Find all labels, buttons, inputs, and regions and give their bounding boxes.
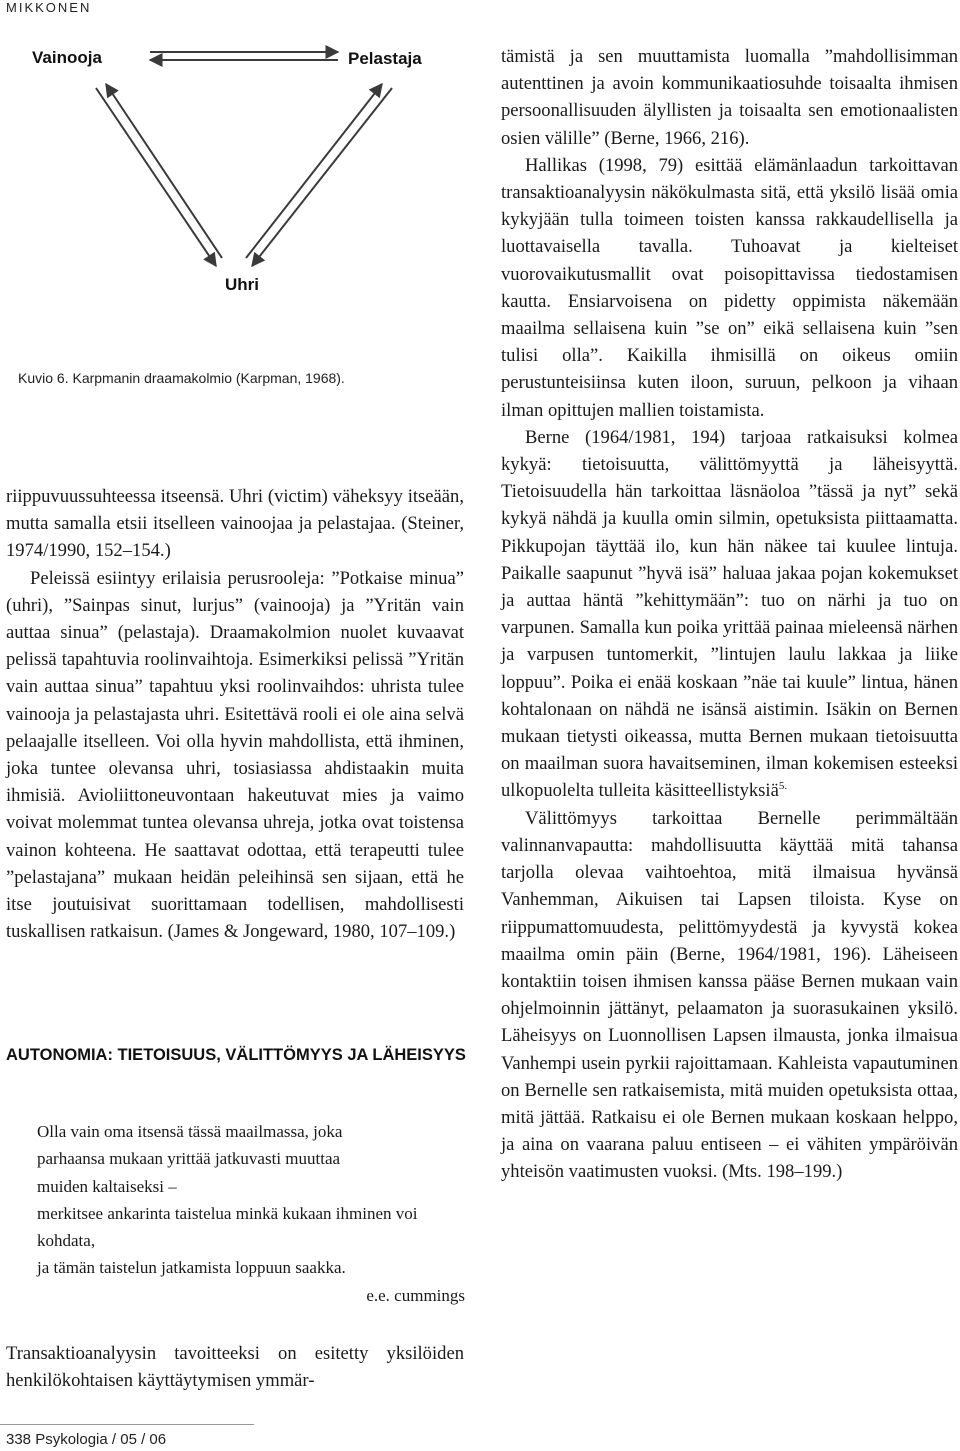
poem-author: e.e. cummings xyxy=(366,1285,465,1305)
paragraph: tämistä ja sen muuttamista luomalla ”mahdollisimman autenttinen ja avoin kommunikaatiosuhde toisaalta ihmisen persoonallisuuden älyllisten ja toisaalta sen emotionaalisten osien välille” (Berne, 1966, 216). xyxy=(501,46,958,149)
arrow-right-outer xyxy=(252,88,392,266)
paragraph: riippuvuussuhteessa itseensä. Uhri (victim) väheksyy itseään, mutta samalla etsii itselleen vainoojaa ja pelastajaa. (Steiner, 1974/1990, 152–154.) xyxy=(6,486,464,562)
paragraph-text: Berne (1964/1981, 194) tarjoaa ratkaisuksi kolmea kykyä: tietoisuutta, välittömyyttä ja läheisyyttä. Tietoisuudella hän tarkoittaa läsnäoloa ”tässä ja nyt” sekä kykyä nähdä ja kuulla omin silmin, opetuksista piittaamatta. Pikkupojan täyttää ilo, kun hän näkee tai kuulee lintuja. Paikalle saapunut ”hyvä isä” haluaa jakaa pojan kokemukset ja auttaa häntä ”kehittymään”: tuo on närhi ja tuo on varpunen. Samalla kun poika yrittää painaa mieleensä närhen ja varpusen tuntomerkit, ”lintujen laulu lakkaa ja liike loppuu”. Poika ei enää koskaan ”näe tai kuule” lintua, hänen kohtalonaan on nähdä ne isänsä aistimin. Isäkin on Bernen mukaan tietysti oikeassa, mutta Bernen mukaan tietoisuutta on maailman suora havaitseminen, ilman kokemisen esteeksi ulkopuolelta tulleita käsitteellistyksiä xyxy=(501,426,958,802)
paragraph: Hallikas (1998, 79) esittää elämänlaadun tarkoittavan transaktioanalyysin näkökulmasta sitä, että yksilö lisää omia kykyjään tulla toimeen toisten kanssa rakkaudellisella ja luottavaisella tavalla. Tuhoavat ja kielteiset vuorovaikutusmallit ovat poisopittavissa tiedostamisen kautta. Ensiarvoisena on pidetty oppimista näkemään maailma sellaisena kuin ”se on” eikä sellaisena kuin ”sen tulisi olla”. Kaikilla ihmisillä on oikeus omiin perustunteisiinsa kuten iloon, suruun, pelkoon ja vihaan ilman opittujen mallien toistamista. xyxy=(501,154,958,421)
drama-triangle-diagram xyxy=(20,30,460,310)
poem-line: ja tämän taistelun jatkamista loppuun saakka. xyxy=(37,1258,346,1278)
arrow-left-inner xyxy=(106,84,222,258)
paragraph: Transaktioanalyysin tavoitteeksi on esitetty yksilöiden henkilökohtaisen käyttäytymisen ymmär- xyxy=(6,1343,464,1392)
arrow-left-outer xyxy=(96,88,216,266)
arrow-right-inner xyxy=(246,84,382,258)
footnote-marker: 5. xyxy=(778,780,788,793)
poem-line: parhaansa mukaan yrittää jatkuvasti muuttaa xyxy=(37,1149,341,1169)
footer-divider xyxy=(0,1424,254,1425)
right-column-text xyxy=(501,43,958,1186)
drama-triangle-figure xyxy=(20,30,460,310)
paragraph-with-footnote xyxy=(501,424,958,805)
poem-quote xyxy=(37,1118,477,1309)
label-vainooja: Vainooja xyxy=(32,48,102,67)
paragraph: Välittömyys tarkoittaa Bernelle perimmältään valinnanvapautta: mahdollisuutta käyttää mitä tahansa tarjolla olevaa vaihtoehtoa, mitä ilmaisua hyvänsä Vanhemman, Aikuisen tai Lapsen tiloista. Kyse on riippumattomuudesta, pelittömyydestä ja kyvystä kokea maailma omin päin (Berne, 1964/1981, 196). Läheiseen kontaktiin toisen ihmisen kanssa pääse Bernen mukaan vain ohjelmoinnin jättänyt, pelaamaton ja suorasukainen yksilö. Läheisyys on Luonnollisen Lapsen ilmausta, jonka ilmaisua Vanhempi usein pyrkii rajoittamaan. Kahleista vapautuminen on Bernelle sen ratkaisemista, mitä muiden opetuksista ottaa, mitä jättää. Ratkaisu ei ole Bernen mukaan koskaan helppo, ja aina on vaarana paluu entiseen – ei vähiten ympäröivän yhteisön vaatimusten vuoksi. (Mts. 198–199.) xyxy=(501,807,958,1183)
label-pelastaja: Pelastaja xyxy=(348,49,422,68)
paragraph: Peleissä esiintyy erilaisia perusrooleja: ”Potkaise minua” (uhri), ”Sainpas sinut, lurjus” (vainooja) ja ”Yritän vain auttaa sinua” (pelastaja). Draamakolmion nuolet kuvaavat pelissä tapahtuvia roolinvaihtoja. Esimerkiksi pelissä ”Yritän vain auttaa sinua” tapahtuu yksi roolinvaihdos: uhrista tulee vainooja ja pelastajasta uhri. Esitettävä rooli ei ole aina selvä pelaajalle itselleen. Voi olla hyvin mahdollista, että ihminen, joka tuntee olevansa uhri, tosiasiassa ahdistaakin muita ihmisiä. Avioliittoneuvontaan hakeutuvat mies ja vaimo voivat molemmat tuntea olevansa uhreja, jotka ovat toistensa vainon kohteena. He saattavat odottaa, että terapeutti tulee ”pelastajana” mukaan heidän peleihinsä sen sijaan, että he itse joutuisivat suorittamaan todellisen, mahdollisesti tuskallisen ratkaisun. (James & Jongeward, 1980, 107–109.) xyxy=(6,567,464,943)
poem-line: merkitsee ankarinta taistelua minkä kukaan ihminen voi kohdata, xyxy=(37,1203,418,1251)
figure-caption: Kuvio 6. Karpmanin draamakolmio (Karpman, 1968). xyxy=(18,370,345,386)
label-uhri: Uhri xyxy=(225,275,259,294)
section-heading: AUTONOMIA: TIETOISUUS, VÄLITTÖMYYS JA LÄHEISYYS xyxy=(6,1046,466,1064)
poem-line: Olla vain oma itsensä tässä maailmassa, joka xyxy=(37,1122,343,1141)
running-head: MIKKONEN xyxy=(6,0,92,15)
page-footer: 338 Psykologia / 05 / 06 xyxy=(6,1431,167,1448)
poem-line: muiden kaltaiseksi – xyxy=(37,1176,177,1196)
left-column-text xyxy=(6,483,464,945)
